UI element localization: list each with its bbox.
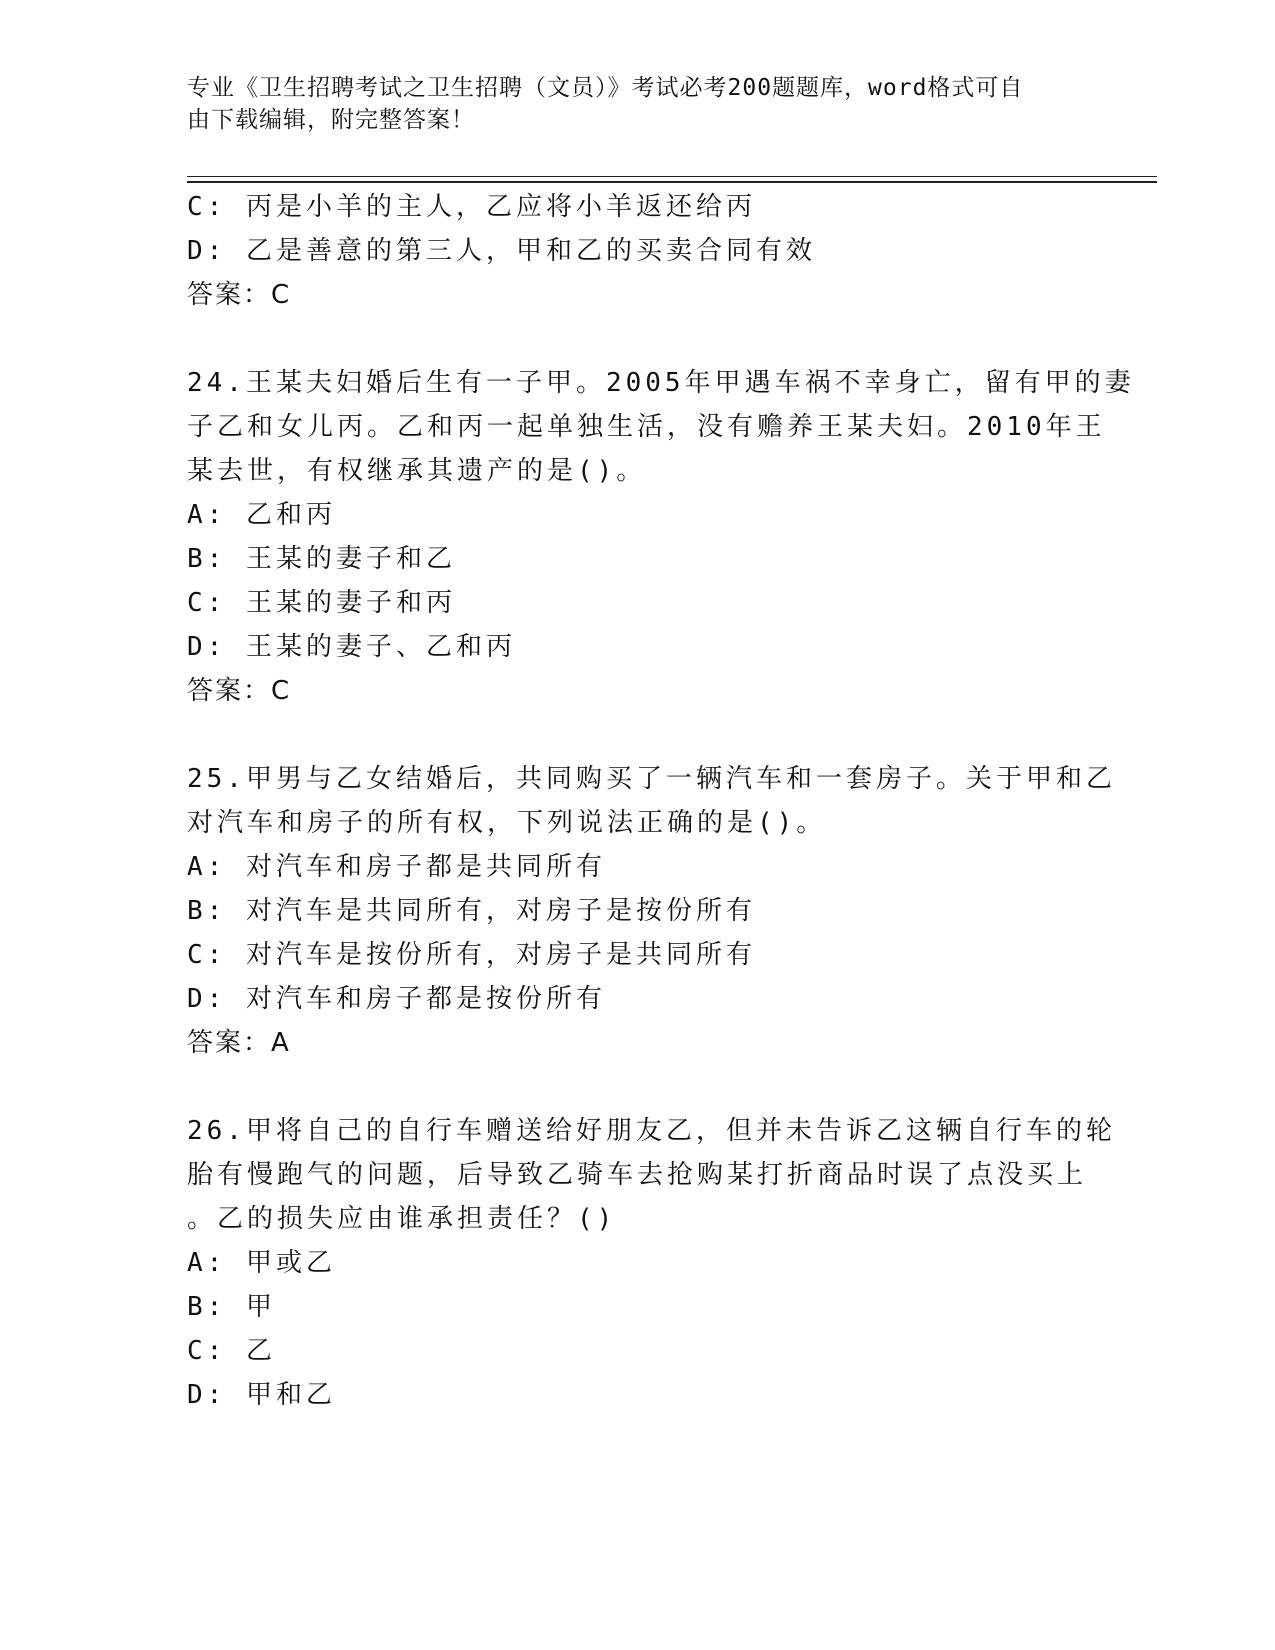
header-line: 专业《卫生招聘考试之卫生招聘（文员）》考试必考200题题库，word格式可自 xyxy=(187,75,1024,101)
question-text: 子乙和女儿丙。乙和丙一起单独生活，没有赡养王某夫妇。2010年王 xyxy=(187,412,1106,442)
option-d: D: 王某的妻子、乙和丙 xyxy=(187,632,516,662)
option-c: C: 王某的妻子和丙 xyxy=(187,588,456,618)
document-header xyxy=(187,72,1067,136)
question-text: 25.甲男与乙女结婚后，共同购买了一辆汽车和一套房子。关于甲和乙 xyxy=(187,764,1116,794)
option-d: D: 对汽车和房子都是按份所有 xyxy=(187,984,606,1014)
option-a: A: 甲或乙 xyxy=(187,1248,336,1278)
option-c: C: 丙是小羊的主人，乙应将小羊返还给丙 xyxy=(187,192,756,222)
option-d: D: 甲和乙 xyxy=(187,1380,336,1410)
option-b: B: 对汽车是共同所有，对房子是按份所有 xyxy=(187,896,756,926)
header-divider xyxy=(187,176,1157,177)
option-c: C: 乙 xyxy=(187,1336,276,1366)
option-d: D: 乙是善意的第三人，甲和乙的买卖合同有效 xyxy=(187,236,816,266)
question-text: 。乙的损失应由谁承担责任？() xyxy=(187,1204,617,1234)
option-b: B: 王某的妻子和乙 xyxy=(187,544,456,574)
question-text: 某去世，有权继承其遗产的是()。 xyxy=(187,456,647,486)
header-divider-thick xyxy=(187,181,1157,183)
answer-label: 答案：C xyxy=(187,280,292,310)
option-a: A: 对汽车和房子都是共同所有 xyxy=(187,852,606,882)
answer-label: 答案：A xyxy=(187,1028,291,1058)
question-text: 24.王某夫妇婚后生有一子甲。2005年甲遇车祸不幸身亡，留有甲的妻 xyxy=(187,368,1135,398)
answer-label: 答案：C xyxy=(187,676,292,706)
question-text: 胎有慢跑气的问题，后导致乙骑车去抢购某打折商品时误了点没买上 xyxy=(187,1160,1088,1190)
question-text: 对汽车和房子的所有权，下列说法正确的是()。 xyxy=(187,808,827,838)
option-c: C: 对汽车是按份所有，对房子是共同所有 xyxy=(187,940,756,970)
header-line: 由下载编辑，附完整答案！ xyxy=(187,107,475,133)
option-b: B: 甲 xyxy=(187,1292,276,1322)
question-text: 26.甲将自己的自行车赠送给好朋友乙，但并未告诉乙这辆自行车的轮 xyxy=(187,1116,1116,1146)
option-a: A: 乙和丙 xyxy=(187,500,336,530)
